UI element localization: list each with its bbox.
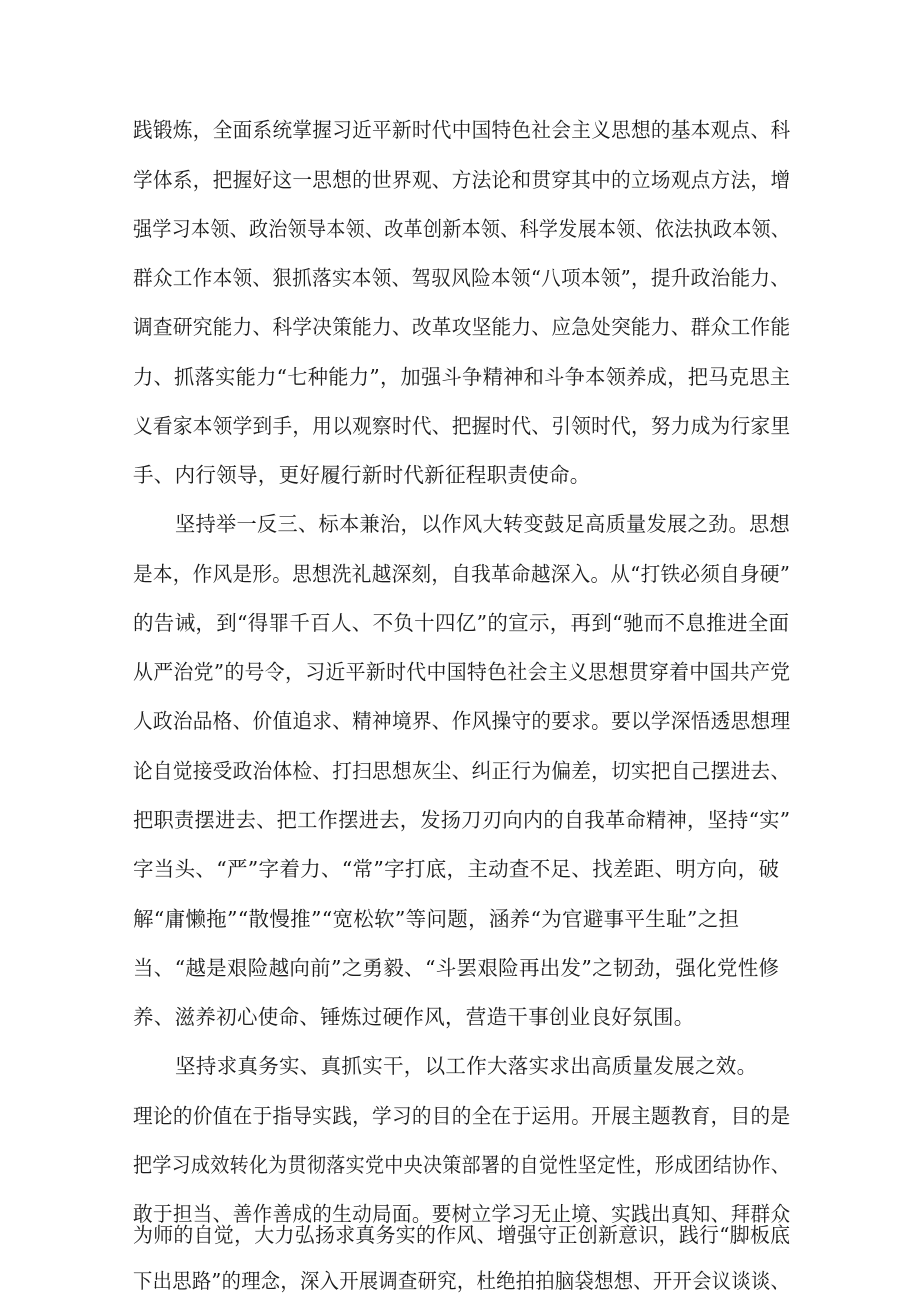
text-line: 解“庸懒拖”“散慢推”“宽松软”等问题，涵养“为官避事平生耻”之担 bbox=[133, 907, 740, 931]
text-line: 的告诫，到“得罪千百人、不负十四亿”的宣示，再到“驰而不息推进全面 bbox=[133, 611, 790, 635]
text-line: 字当头、“严”字着力、“常”字打底，主动查不足、找差距、明方向，破 bbox=[133, 857, 780, 881]
text-line: 养、滋养初心使命、锤炼过硬作风，营造干事创业良好氛围。 bbox=[133, 1005, 695, 1029]
text-line: 义看家本领学到手，用以观察时代、把握时代、引领时代，努力成为行家里 bbox=[133, 414, 791, 438]
paragraph-first-line: 坚持举一反三、标本兼治，以作风大转变鼓足高质量发展之劲。思想 bbox=[175, 512, 791, 536]
text-line: 为师的自觉，大力弘扬求真务实的作风、增强守正创新意识，践行“脚板底 bbox=[133, 1223, 791, 1247]
text-line: 人政治品格、价值追求、精神境界、作风操守的要求。要以学深悟透思想理 bbox=[133, 709, 791, 733]
text-line: 践锻炼，全面系统掌握习近平新时代中国特色社会主义思想的基本观点、科 bbox=[133, 118, 791, 142]
text-line: 敢于担当、善作善成的生动局面。要树立学习无止境、实践出真知、拜群众 bbox=[133, 1202, 791, 1226]
text-line: 学体系，把握好这一思想的世界观、方法论和贯穿其中的立场观点方法，增 bbox=[133, 168, 791, 192]
text-line: 下出思路”的理念，深入开展调查研究，杜绝拍拍脑袋想想、开开会议谈谈、 bbox=[133, 1269, 791, 1293]
text-line: 调查研究能力、科学决策能力、改革攻坚能力、应急处突能力、群众工作能 bbox=[133, 315, 791, 339]
text-line: 论自觉接受政治体检、打扫思想灰尘、纠正行为偏差，切实把自己摆进去、 bbox=[133, 759, 791, 783]
text-line: 强学习本领、政治领导本领、改革创新本领、科学发展本领、依法执政本领、 bbox=[133, 217, 791, 241]
text-line: 把职责摆进去、把工作摆进去，发扬刀刃向内的自我革命精神，坚持“实” bbox=[133, 808, 791, 832]
text-line: 群众工作本领、狠抓落实本领、驾驭风险本领“八项本领”，提升政治能力、 bbox=[133, 266, 791, 290]
paragraph-first-line: 坚持求真务实、真抓实干，以工作大落实求出高质量发展之效。 bbox=[175, 1054, 758, 1078]
text-line: 当、“越是艰险越向前”之勇毅、“斗罢艰险再出发”之韧劲，强化党性修 bbox=[133, 956, 780, 980]
text-line: 是本，作风是形。思想洗礼越深刻，自我革命越深入。从“打铁必须自身硬” bbox=[133, 562, 791, 586]
text-line: 力、抓落实能力“七种能力”，加强斗争精神和斗争本领养成，把马克思主 bbox=[133, 365, 791, 389]
text-line: 从严治党”的号令，习近平新时代中国特色社会主义思想贯穿着中国共产党 bbox=[133, 660, 791, 684]
text-line: 手、内行领导，更好履行新时代新征程职责使命。 bbox=[133, 463, 591, 487]
text-line: 把学习成效转化为贯彻落实党中央决策部署的自觉性坚定性，形成团结协作、 bbox=[133, 1153, 791, 1177]
text-line: 理论的价值在于指导实践，学习的目的全在于运用。开展主题教育，目的是 bbox=[133, 1104, 791, 1128]
